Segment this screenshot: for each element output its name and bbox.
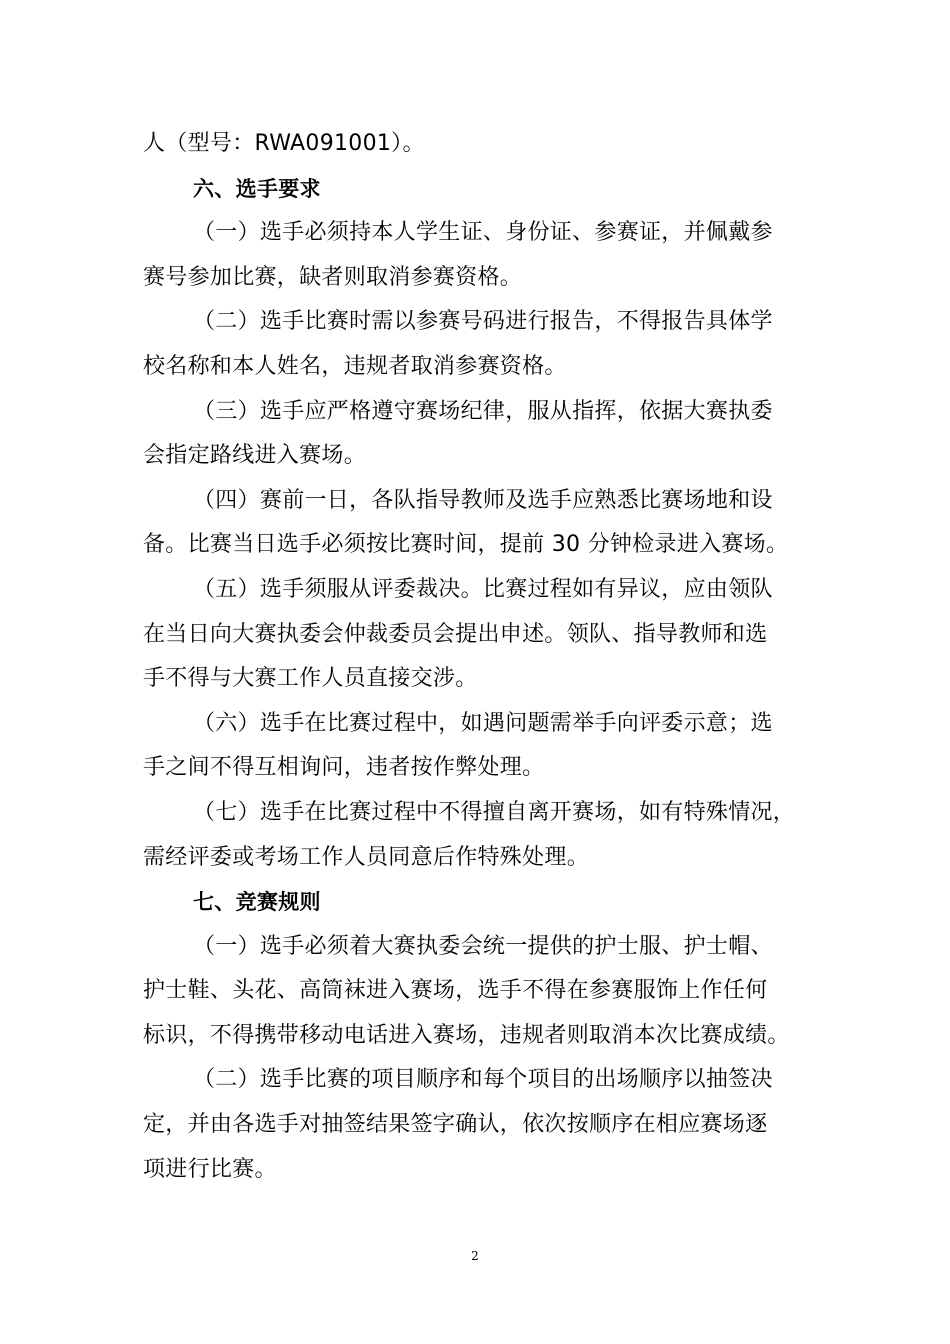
- text-line: 手之间不得互相询问，违者按作弊处理。: [143, 755, 545, 781]
- text-line: 赛号参加比赛，缺者则取消参赛资格。: [143, 264, 523, 290]
- section-heading-7: 七、竞赛规则: [193, 890, 321, 915]
- page-number: 2: [471, 1249, 479, 1263]
- text-line: 定，并由各选手对抽签结果签字确认，依次按顺序在相应赛场逐: [143, 1112, 768, 1138]
- text-line: 在当日向大赛执委会仲裁委员会提出申述。领队、指导教师和选: [143, 621, 768, 647]
- text-line: 备。比赛当日选手必须按比赛时间，提前 30 分钟检录进入赛场。: [143, 532, 789, 558]
- text-line: 会指定路线进入赛场。: [143, 443, 367, 469]
- text-line: 手不得与大赛工作人员直接交涉。: [143, 666, 478, 692]
- text-line: （一）选手必须持本人学生证、身份证、参赛证，并佩戴参: [193, 220, 773, 246]
- document-body: [143, 122, 815, 1192]
- text-line: 护士鞋、头花、高筒袜进入赛场，选手不得在参赛服饰上作任何: [143, 978, 768, 1004]
- text-line: （二）选手比赛的项目顺序和每个项目的出场顺序以抽签决: [193, 1067, 773, 1093]
- text-line: 校名称和本人姓名，违规者取消参赛资格。: [143, 353, 567, 379]
- text-line: 项进行比赛。: [143, 1156, 277, 1182]
- text-line: （五）选手须服从评委裁决。比赛过程如有异议，应由领队: [193, 576, 773, 602]
- text-line: （一）选手必须着大赛执委会统一提供的护士服、护士帽、: [193, 933, 773, 959]
- text-line: （二）选手比赛时需以参赛号码进行报告，不得报告具体学: [193, 309, 773, 335]
- text-line: （四）赛前一日，各队指导教师及选手应熟悉比赛场地和设: [193, 487, 773, 513]
- section-heading-6: 六、选手要求: [193, 176, 321, 201]
- text-line: （七）选手在比赛过程中不得擅自离开赛场，如有特殊情况，: [193, 799, 796, 825]
- text-line: （六）选手在比赛过程中，如遇问题需举手向评委示意；选: [193, 710, 773, 736]
- text-line: 人（型号：RWA091001）。: [143, 131, 425, 156]
- text-line: 标识，不得携带移动电话进入赛场，违规者则取消本次比赛成绩。: [143, 1022, 790, 1048]
- text-line: （三）选手应严格遵守赛场纪律，服从指挥，依据大赛执委: [193, 398, 773, 424]
- text-line: 需经评委或考场工作人员同意后作特殊处理。: [143, 844, 590, 870]
